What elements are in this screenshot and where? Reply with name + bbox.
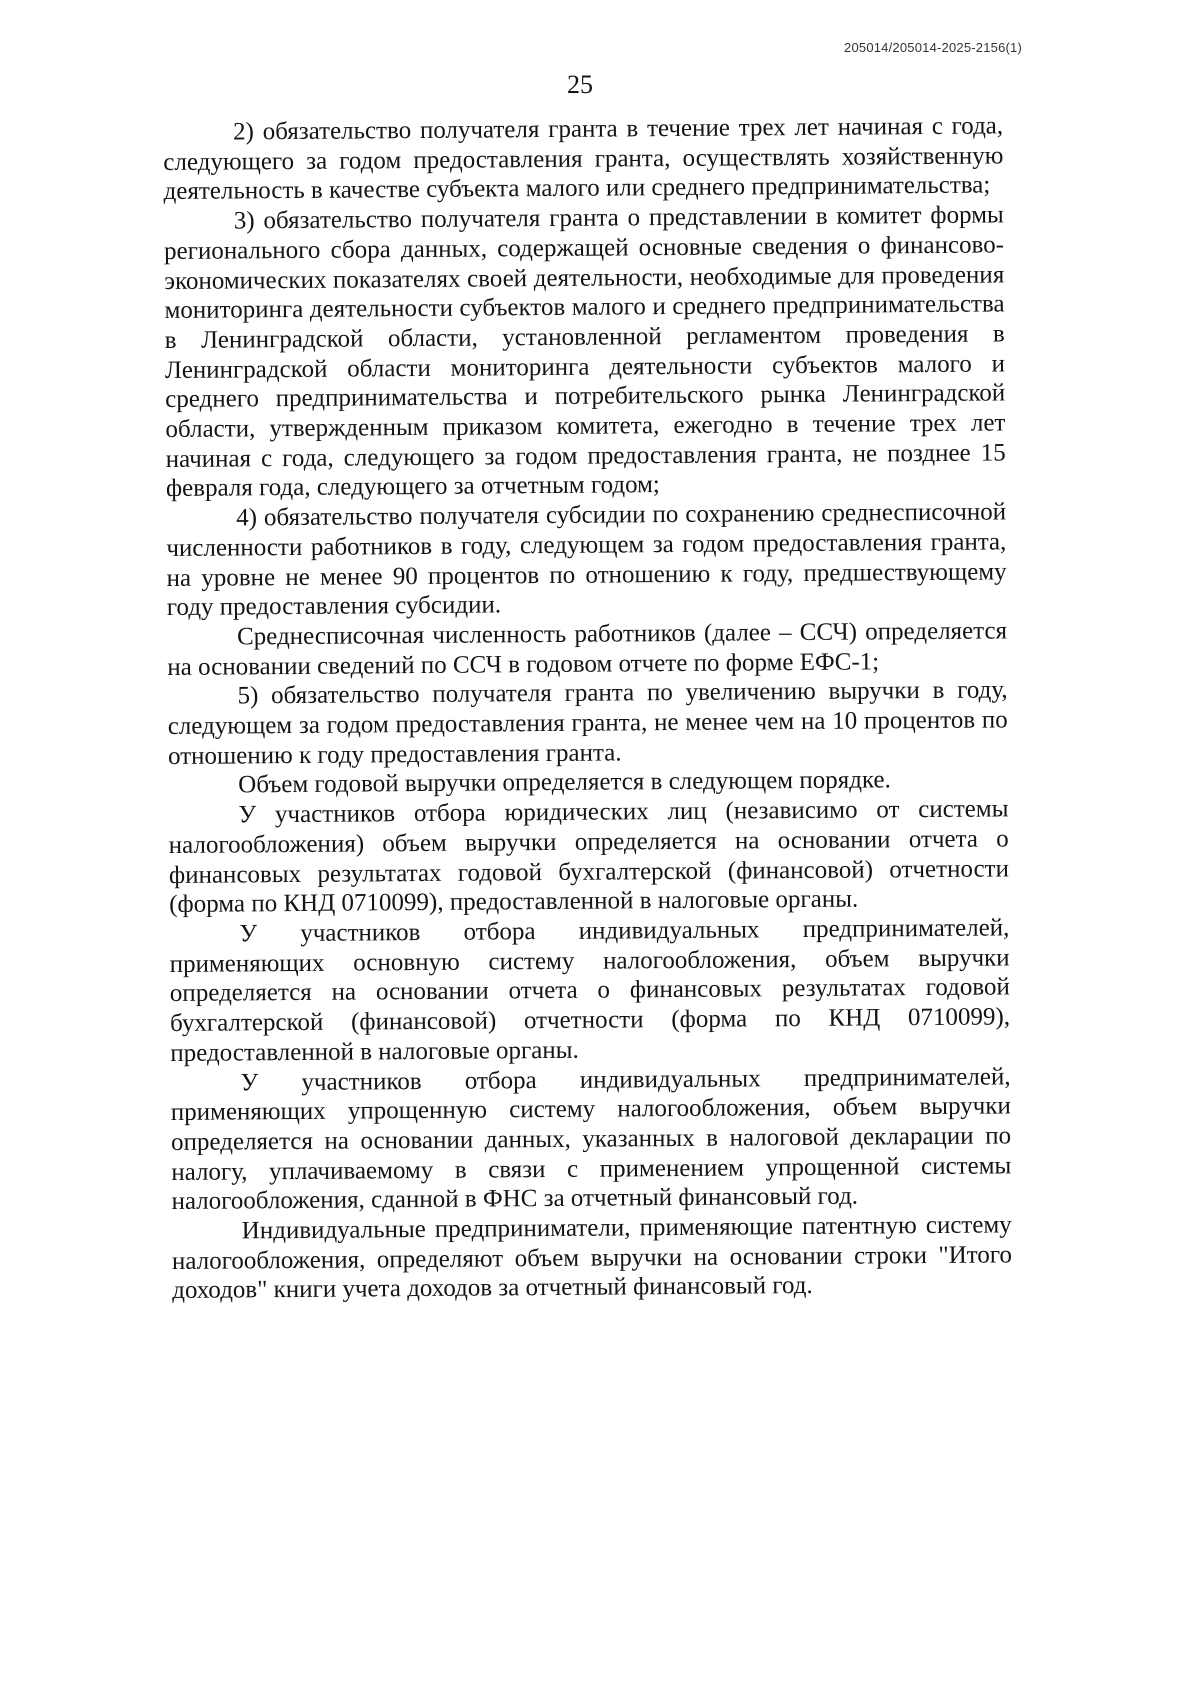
- document-body: [163, 111, 1012, 1306]
- paragraph-item-2: 2) обязательство получателя гранта в течение трех лет начиная с года, следующего за годом предоставления гранта, осуществлять хозяйственную деятельность в качестве субъекта малого или среднего предпринимательства;: [163, 112, 1004, 206]
- paragraph-ip-simplified-tax: У участников отбора индивидуальных предпринимателей, применяющих упрощенную систему налогообложения, объем выручки определяется на основании данных, указанных в налоговой декларации по налогу, уплачиваемому в связи с применением упрощенной системы налогообложения, сданной в ФНС за отчетный финансовый год.: [170, 1062, 1012, 1216]
- paragraph-legal-entities: У участников отбора юридических лиц (независимо от системы налогообложения) объем выручки определяется на основании отчета о финансовых результатах годовой бухгалтерской (финансовой) отчетности (форма по КНД 0710099), предоставленной в налоговые органы.: [168, 795, 1010, 919]
- paragraph-ssch-definition: Среднесписочная численность работников (далее – ССЧ) определяется на основании сведений по ССЧ в годовом отчете по форме ЕФС-1;: [167, 617, 1008, 681]
- paragraph-ip-patent-tax: Индивидуальные предприниматели, применяющие патентную систему налогообложения, определяют объем выручки на основании строки "Итого доходов" книги учета доходов за отчетный финансовый год.: [171, 1211, 1013, 1305]
- paragraph-ip-general-tax: У участников отбора индивидуальных предпринимателей, применяющих основную систему налогообложения, объем выручки определяется на основании отчета о финансовых результатах годовой бухгалтерской (финансовой) отчетности (форма по КНД 0710099), предоставленной в налоговые органы.: [169, 914, 1011, 1067]
- page-number: 25: [567, 70, 593, 99]
- paragraph-item-5: 5) обязательство получателя гранта по увеличению выручки в году, следующем за годом предоставления гранта, не менее чем на 10 процентов по отношению к году предоставления гранта.: [167, 676, 1008, 770]
- paragraph-item-4: 4) обязательство получателя субсидии по сохранению среднесписочной численности работников в году, следующем за годом предоставления гранта, на уровне не менее 90 процентов по отношению к году, предшествующему году предоставления субсидии.: [166, 498, 1007, 622]
- document-id: 205014/205014-2025-2156(1): [844, 40, 1022, 55]
- paragraph-revenue-order: Объем годовой выручки определяется в следующем порядке.: [238, 766, 891, 799]
- paragraph-item-3: 3) обязательство получателя гранта о представлении в комитет формы регионального сбора данных, содержащей основные сведения о финансово-экономических показателях своей деятельности, необходимые для проведения мониторинга деятельности субъектов малого и среднего предпринимательства в Ленинградской области, установленной регламентом проведения в Ленинградской области мониторинга деятельности субъектов малого и среднего предпринимательства и потребительского рынка Ленинградской области, утвержденным приказом комитета, ежегодно в течение трех лет начиная с года, следующего за годом предоставления гранта, не позднее 15 февраля года, следующего за отчетным годом;: [163, 201, 1006, 503]
